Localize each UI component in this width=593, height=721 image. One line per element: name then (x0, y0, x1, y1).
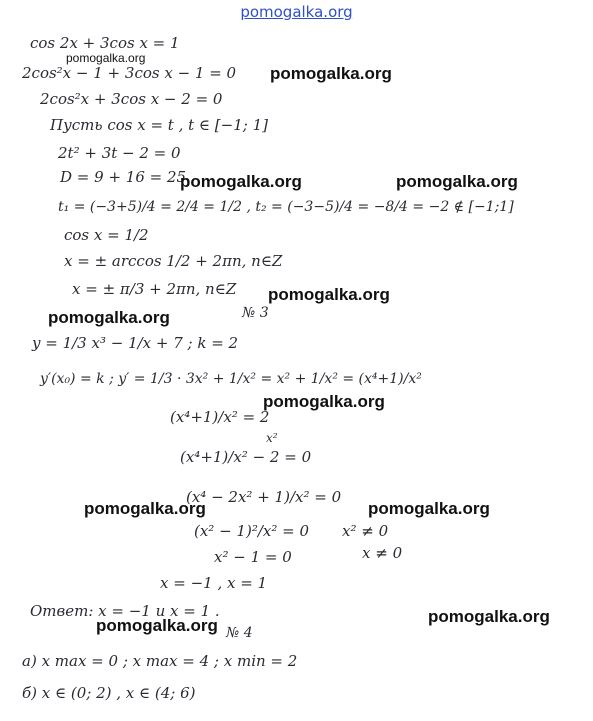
site-link[interactable]: pomogalka.org (240, 3, 353, 21)
p3-line-7-condition: x ≠ 0 (362, 544, 403, 562)
watermark-4: pomogalka.org (268, 285, 390, 304)
p3-line-2: y′(x₀) = k ; y′ = 1/3 · 3x² + 1/x² = x² + 1/x² = (x⁴+1)/x² (40, 371, 422, 387)
p3-line-6: (x² − 1)²/x² = 0 (194, 522, 310, 540)
p2-line-5: 2t² + 3t − 2 = 0 (58, 144, 181, 162)
p4-part-a: а) x max = 0 ; x max = 4 ; x min = 2 (22, 652, 298, 670)
p2-line-7: t₁ = (−3+5)/4 = 2/4 = 1/2 , t₂ = (−3−5)/4 = −8/4 = −2 ∉ [−1;1] (58, 199, 514, 215)
watermark-1: pomogalka.org (270, 64, 392, 83)
watermark-9: pomogalka.org (428, 607, 550, 626)
p4-number: № 4 (226, 625, 253, 641)
p3-line-3: (x⁴+1)/x² = 2 (170, 408, 270, 426)
p2-line-8: cos x = 1/2 (64, 226, 149, 244)
p3-line-6-condition: x² ≠ 0 (342, 522, 389, 540)
p3-line-4-factor: x² (266, 431, 278, 445)
p3-number: № 3 (242, 305, 269, 321)
p3-line-4: (x⁴+1)/x² − 2 = 0 (180, 448, 312, 466)
p3-line-7: x² − 1 = 0 (214, 548, 292, 566)
p3-line-5: (x⁴ − 2x² + 1)/x² = 0 (186, 488, 342, 506)
watermark-8: pomogalka.org (368, 499, 490, 518)
watermark-small: pomogalka.org (66, 51, 146, 65)
p2-line-1: cos 2x + 3cos x = 1 (30, 34, 180, 52)
p2-line-6: D = 9 + 16 = 25 (60, 168, 187, 186)
p2-line-3: 2cos²x + 3cos x − 2 = 0 (40, 90, 223, 108)
p2-line-4: Пусть cos x = t , t ∈ [−1; 1] (50, 116, 268, 134)
p3-line-1: y = 1/3 x³ − 1/x + 7 ; k = 2 (32, 334, 239, 352)
p3-line-8: x = −1 , x = 1 (160, 574, 268, 592)
watermark-5: pomogalka.org (48, 308, 170, 327)
watermark-3: pomogalka.org (396, 172, 518, 191)
p2-line-10: x = ± π/3 + 2πn, n∈Z (72, 280, 237, 298)
watermark-6: pomogalka.org (263, 392, 385, 411)
watermark-7: pomogalka.org (84, 499, 206, 518)
p3-answer: Ответ: x = −1 и x = 1 . (30, 602, 220, 620)
watermark-10: pomogalka.org (96, 616, 218, 635)
p4-part-b: б) x ∈ (0; 2) , x ∈ (4; 6) (22, 684, 196, 702)
watermark-2: pomogalka.org (180, 172, 302, 191)
p2-line-9: x = ± arccos 1/2 + 2πn, n∈Z (64, 252, 283, 270)
p2-line-2: 2cos²x − 1 + 3cos x − 1 = 0 (22, 64, 237, 82)
